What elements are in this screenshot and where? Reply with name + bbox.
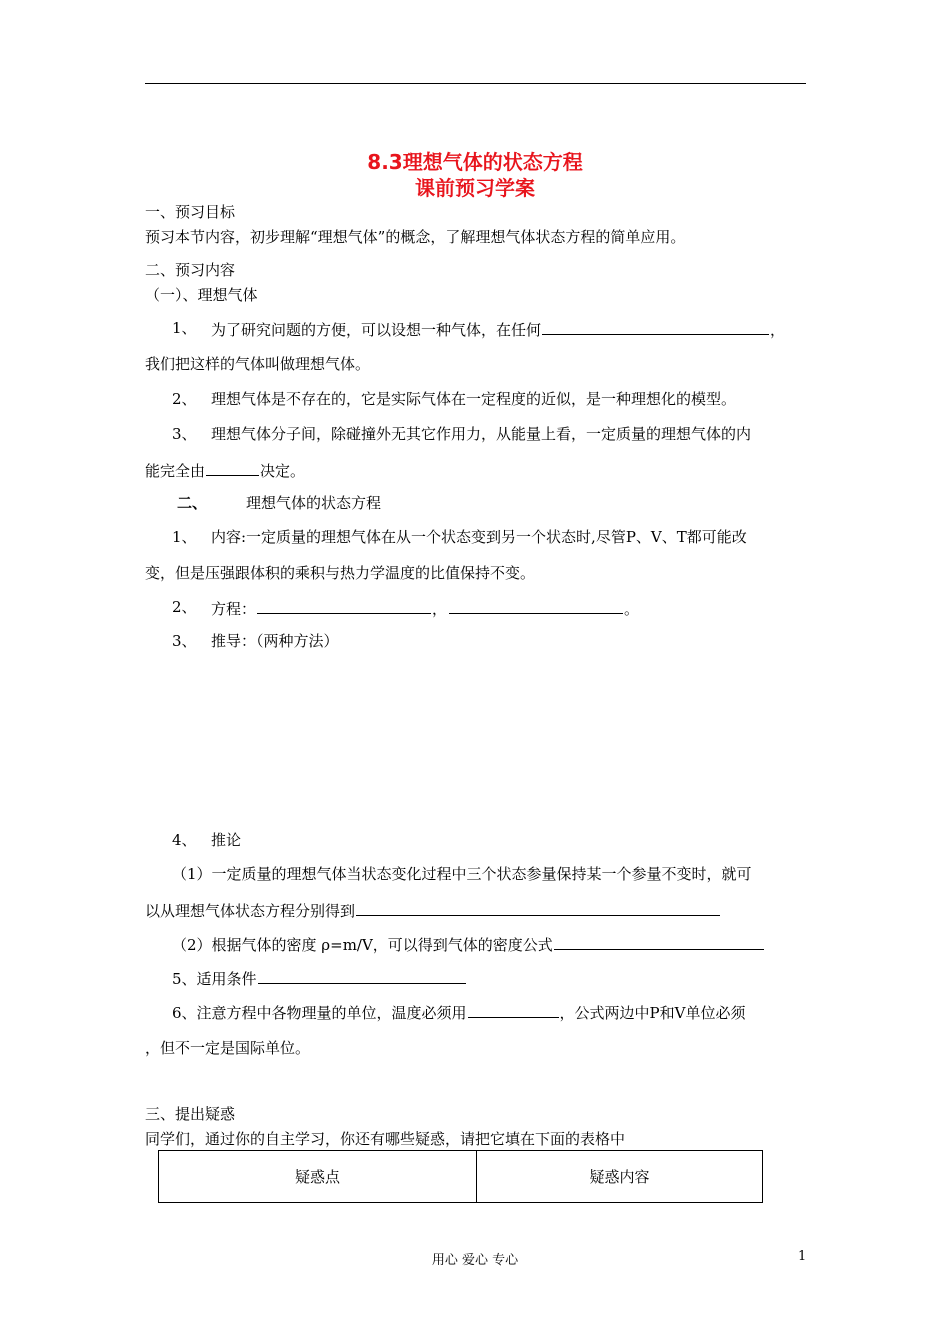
page-number: 1 <box>798 1249 807 1264</box>
fill-blank[interactable] <box>542 319 769 335</box>
footer-motto: 用心 爱心 专心 <box>431 1253 519 1268</box>
sub1-item3-cont-a: 能完全由 <box>145 462 206 480</box>
item6-line <box>172 1002 745 1022</box>
sub2-item1-text: 内容:一定质量的理想气体在从一个状态变到另一个状态时,尽管P、V、T都可能改 <box>211 528 747 546</box>
corollary2-line <box>172 934 765 954</box>
sub2-item1-number: 1、 <box>172 528 197 546</box>
fill-blank[interactable] <box>468 1002 559 1018</box>
table-row <box>159 1151 763 1203</box>
sub1-item3-number: 3、 <box>172 425 197 443</box>
fill-blank[interactable] <box>206 460 259 476</box>
header-rule <box>145 83 806 84</box>
section2-heading: 二、预习内容 <box>145 261 236 279</box>
section3-body: 同学们，通过你的自主学习，你还有哪些疑惑，请把它填在下面的表格中 <box>145 1130 626 1148</box>
item6-text-a: 6、注意方程中各物理量的单位，温度必须用 <box>172 1004 467 1022</box>
sub1-item2-text: 理想气体是不存在的，它是实际气体在一定程度的近似，是一种理想化的模型。 <box>211 390 737 408</box>
corollary1-text: （1）一定质量的理想气体当状态变化过程中三个状态参量保持某一个参量不变时，就可 <box>172 865 752 883</box>
sub1-item1-number: 1、 <box>172 319 197 337</box>
doubts-table <box>158 1150 763 1203</box>
item6-text-b: ，公式两边中P和V单位必须 <box>559 1004 746 1022</box>
document-subtitle: 课前预习学案 <box>415 176 535 200</box>
sub2-item2-line <box>211 598 639 618</box>
sub1-item1-text: 为了研究问题的方便，可以设想一种气体，在任何 <box>211 321 542 339</box>
corollary2-text: （2）根据气体的密度 ρ=m/V，可以得到气体的密度公式 <box>172 936 553 954</box>
fill-blank[interactable] <box>258 968 466 984</box>
sub2-heading-number: 二、 <box>177 494 208 512</box>
sub2-item1-continuation: 变，但是压强跟体积的乘积与热力学温度的比值保持不变。 <box>145 564 536 582</box>
sub1-item3-text: 理想气体分子间，除碰撞外无其它作用力，从能量上看，一定质量的理想气体的内 <box>211 425 752 443</box>
sub1-heading: （一）、理想气体 <box>145 286 258 304</box>
corollary1-continuation: 以从理想气体状态方程分别得到 <box>145 902 356 920</box>
section1-body: 预习本节内容，初步理解“理想气体”的概念，了解理想气体状态方程的简单应用。 <box>145 228 686 246</box>
table-header-doubt-content: 疑惑内容 <box>477 1151 763 1203</box>
sub1-item3-cont-b: 决定。 <box>260 462 306 480</box>
sub1-item3-line <box>145 460 305 480</box>
document-title: 8.3理想气体的状态方程 <box>367 150 583 174</box>
item6-continuation: ，但不一定是国际单位。 <box>145 1039 311 1057</box>
sub2-item2-end: 。 <box>624 600 640 618</box>
fill-blank[interactable] <box>257 598 431 614</box>
sub2-heading-text: 理想气体的状态方程 <box>246 494 382 512</box>
sub1-item2-number: 2、 <box>172 390 197 408</box>
sub2-item2-number: 2、 <box>172 598 197 616</box>
fill-blank[interactable] <box>554 934 764 950</box>
fill-blank[interactable] <box>356 900 720 916</box>
sub2-item2-sep: ， <box>432 600 448 618</box>
section3-heading: 三、提出疑惑 <box>145 1105 236 1123</box>
sub2-item4-text: 推论 <box>211 831 242 849</box>
section1-heading: 一、预习目标 <box>145 203 236 221</box>
sub2-item4-number: 4、 <box>172 831 197 849</box>
item5-text: 5、适用条件 <box>172 970 257 988</box>
item5-line <box>172 968 467 988</box>
sub1-item1-end: ， <box>770 321 786 339</box>
sub2-item3-text: 推导：（两种方法） <box>211 632 339 650</box>
fill-blank[interactable] <box>449 598 623 614</box>
table-header-doubt-point: 疑惑点 <box>159 1151 477 1203</box>
sub2-item3-number: 3、 <box>172 632 197 650</box>
corollary1-line <box>145 900 721 920</box>
sub1-item1-line <box>211 319 785 339</box>
sub1-item1-continuation: 我们把这样的气体叫做理想气体。 <box>145 355 371 373</box>
sub2-item2-label: 方程： <box>211 600 257 618</box>
